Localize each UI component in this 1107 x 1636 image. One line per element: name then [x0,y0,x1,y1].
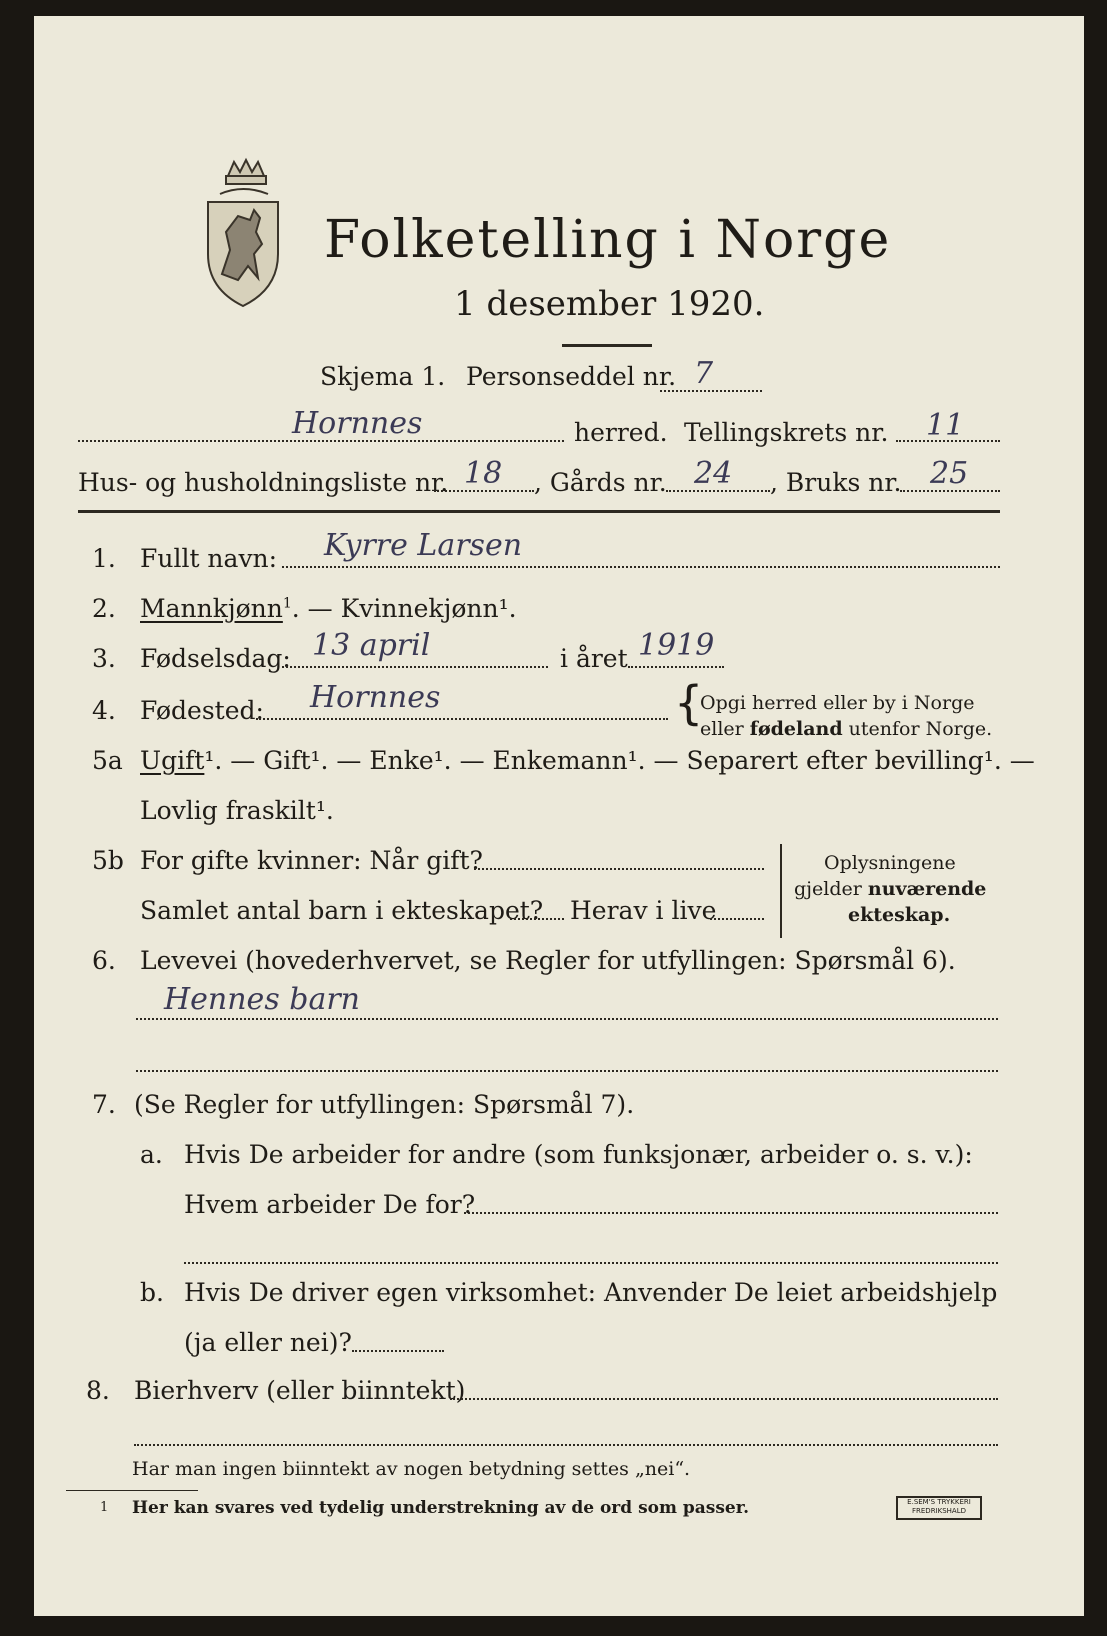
q5a-number: 5a [92,746,123,775]
children-total-field[interactable] [510,918,564,920]
hus-label: Hus- og husholdningsliste nr. [78,468,449,497]
q7b-letter: b. [140,1278,164,1307]
tellingskrets-label: Tellingskrets nr. [684,418,889,447]
q7-number: 7. [92,1090,116,1119]
q4-note-line2: eller fødeland utenfor Norge. [700,718,993,740]
birthyear-value[interactable]: 1919 [638,628,715,663]
q4-note-line1: Opgi herred eller by i Norge [700,692,975,714]
children-alive-field[interactable] [710,918,764,920]
q4-label: Fødested: [140,696,264,725]
birthdate-value[interactable]: 13 april [312,628,431,663]
footnote-number: 1 [100,1500,109,1515]
census-form-page [34,16,1084,1616]
birthplace-value[interactable]: Hornnes [310,680,441,715]
footnote-text: Her kan svares ved tydelig understrekning av de ord som passer. [132,1498,750,1518]
footer-note: Har man ingen biinntekt av nogen betydning settes „nei“. [132,1458,691,1480]
status-other-options[interactable]: ¹. — Gift¹. — Enke¹. — Enkemann¹. — Separert efter bevilling¹. — [204,746,1035,775]
q1-label: Fullt navn: [140,544,278,573]
q5b-number: 5b [92,846,124,875]
q7-label: (Se Regler for utfyllingen: Spørsmål 7). [134,1090,635,1119]
q4-number: 4. [92,696,116,725]
hired-help-field[interactable] [352,1350,444,1352]
herav-label: Herav i live [570,896,717,925]
tellingskrets-value[interactable]: 11 [926,408,965,443]
bruks-label: , Bruks nr. [770,468,902,497]
q2-sex-options: Mannkjønn$^1$. — Kvinnekjønn¹. [140,594,517,623]
q7b-line2: (ja eller nei)? [184,1328,352,1357]
census-date: 1 desember 1920. [454,284,765,324]
q4-brace: { [674,676,704,730]
q7a-line2: Hvem arbeider De for? [184,1190,476,1219]
form-title: Folketelling i Norge [324,210,892,270]
q8-label: Bierhverv (eller biinntekt) [134,1376,466,1405]
footnote-rule [66,1490,198,1491]
q6-number: 6. [92,946,116,975]
personseddel-value[interactable]: 7 [694,356,714,391]
occupation-value[interactable]: Hennes barn [164,982,360,1017]
year-label: i året [560,644,628,673]
q5b-line2: Samlet antal barn i ekteskapet? [140,896,544,925]
q5b-note-line2: gjelder nuværende [794,878,987,900]
q5b-brace-line [780,844,782,938]
q2-number: 2. [92,594,116,623]
q5b-note-line3: ekteskap. [848,904,951,926]
personseddel-label: Personseddel nr. [466,362,677,391]
q3-number: 3. [92,644,116,673]
status-ugift-option[interactable]: Ugift [140,746,205,775]
bruks-value[interactable]: 25 [930,456,969,491]
q1-number: 1. [92,544,116,573]
q6-label: Levevei (hovederhvervet, se Regler for utfyllingen: Spørsmål 6). [140,946,956,975]
employer-extra-line[interactable] [184,1262,998,1264]
status-fraskilt-option[interactable]: Lovlig fraskilt¹. [140,796,334,825]
q7a-letter: a. [140,1140,163,1169]
employer-field[interactable] [464,1212,998,1214]
sex-male-option[interactable]: Mannkjønn [140,594,283,623]
q7b-line1: Hvis De driver egen virksomhet: Anvender De leiet arbeidshjelp [184,1278,998,1307]
q5a-options [140,746,1035,775]
gards-value[interactable]: 24 [694,456,733,491]
q8-number: 8. [86,1376,110,1405]
q3-label: Fødselsdag: [140,644,291,673]
title-rule [562,344,652,347]
skjema-label: Skjema 1. [320,362,446,391]
norway-coat-of-arms-icon [198,154,288,314]
sex-female-option[interactable]: . — Kvinnekjønn¹. [291,594,517,623]
side-income-extra-line[interactable] [134,1444,998,1446]
occupation-extra-line[interactable] [136,1070,998,1072]
full-name-value[interactable]: Kyrre Larsen [324,528,523,563]
married-when-field[interactable] [474,868,764,870]
herred-value[interactable]: Hornnes [292,406,423,441]
printer-stamp: E.SEM'S TRYKKERI FREDRIKSHALD [896,1496,982,1520]
q5b-note-line1: Oplysningene [824,852,956,874]
hus-value[interactable]: 18 [464,456,503,491]
herred-label: herred. [574,418,668,447]
side-income-field[interactable] [450,1398,998,1400]
header-rule [78,510,1000,513]
q5b-line1: For gifte kvinner: Når gift? [140,846,483,875]
gards-label: , Gårds nr. [534,468,667,497]
q7a-line1: Hvis De arbeider for andre (som funksjonær, arbeider o. s. v.): [184,1140,973,1169]
